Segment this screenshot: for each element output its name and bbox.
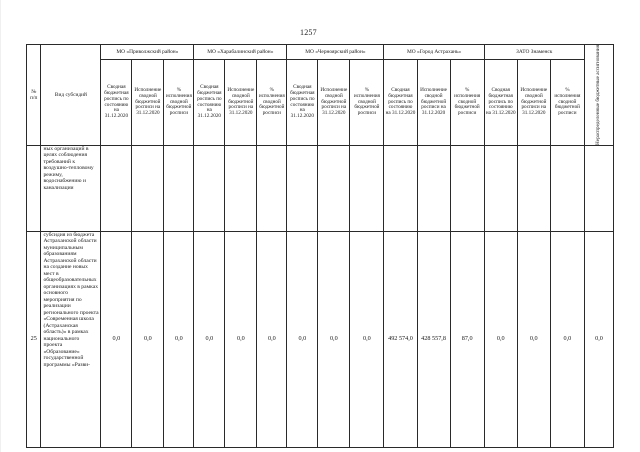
group-chernoyarsky: МО «Черноярский район» <box>287 45 384 60</box>
subheader-budget-plan: Сводная бюджетная роспись по состоянию на 31.12.2020 <box>287 60 318 146</box>
header-row-number: № п/п <box>27 45 41 146</box>
cell: 0,0 <box>225 231 257 447</box>
row-number <box>27 145 41 231</box>
cell <box>350 145 384 231</box>
group-znamensk: ЗАТО Знаменск <box>484 45 584 60</box>
cell: 0,0 <box>318 231 350 447</box>
cell <box>484 145 517 231</box>
cell <box>194 145 225 231</box>
cell: 428 557,8 <box>417 231 450 447</box>
subheader-execution: Исполнение сводной бюджетной росписи на 31.12.2020 <box>318 60 350 146</box>
subheader-percent: % исполнения сводной бюджетной росписи <box>350 60 384 146</box>
cell <box>257 145 287 231</box>
cell <box>550 145 584 231</box>
cell: 0,0 <box>550 231 584 447</box>
header-subsidy-type: Вид субсидий <box>41 45 101 146</box>
page-number: 1257 <box>300 28 317 37</box>
subheader-percent: % исполнения сводной бюджетной росписи <box>450 60 484 146</box>
subheader-budget-plan: Сводная бюджетная роспись по состоянию на 31.12.2020 <box>194 60 225 146</box>
header-unallocated: Нераспределенные бюджетные ассигнования <box>584 45 613 146</box>
cell: 0,0 <box>101 231 132 447</box>
row-description: субсидия из бюджета Астраханской области муниципальным образованиям Астраханской области на создание новых мест в общеобразовательных организациях в рамках основного мероприятия по реализации регионального проекта «Современная школа (Астраханская область)» в рамках национального проекта «Образование» государственной программы «Разви- <box>41 231 101 447</box>
cell <box>101 145 132 231</box>
cell <box>164 145 194 231</box>
subheader-execution: Исполнение сводной бюджетной росписи на 31.12.2020 <box>417 60 450 146</box>
cell: 0,0 <box>164 231 194 447</box>
cell: 0,0 <box>132 231 164 447</box>
cell: 0,0 <box>517 231 550 447</box>
cell: 0,0 <box>257 231 287 447</box>
cell: 492 574,0 <box>384 231 417 447</box>
subheader-budget-plan: Сводная бюджетная роспись по состоянию на 31.12.2020 <box>384 60 417 146</box>
row-number: 25 <box>27 231 41 447</box>
cell: 87,0 <box>450 231 484 447</box>
cell <box>517 145 550 231</box>
cell <box>384 145 417 231</box>
row-description: ных организаций в целях соблюдения требований к воздушно-тепловому режиму, водоснабжению и канализации <box>41 145 101 231</box>
cell: 0,0 <box>484 231 517 447</box>
cell: 0,0 <box>287 231 318 447</box>
subheader-percent: % исполнения сводной бюджетной росписи <box>257 60 287 146</box>
subheader-execution: Исполнение сводной бюджетной росписи на 31.12.2020 <box>132 60 164 146</box>
subheader-percent: % исполнения сводной бюджетной росписи <box>550 60 584 146</box>
group-privolzhsky: МО «Приволжский район» <box>101 45 194 60</box>
cell: 0,0 <box>584 231 613 447</box>
cell <box>132 145 164 231</box>
table-row <box>27 231 614 447</box>
cell <box>225 145 257 231</box>
cell <box>417 145 450 231</box>
subheader-execution: Исполнение сводной бюджетной росписи на 31.12.2020 <box>225 60 257 146</box>
cell <box>318 145 350 231</box>
subheader-percent: % исполнения сводной бюджетной росписи <box>164 60 194 146</box>
subheader-budget-plan: Сводная бюджетная роспись по состоянию на 31.12.2020 <box>101 60 132 146</box>
group-kharabalinsky: МО «Харабалинский район» <box>194 45 287 60</box>
cell <box>450 145 484 231</box>
scan-edge <box>0 0 1 452</box>
cell: 0,0 <box>350 231 384 447</box>
subheader-execution: Исполнение сводной бюджетной росписи на 31.12.2020 <box>517 60 550 146</box>
report-table <box>26 44 614 448</box>
subheader-budget-plan: Сводная бюджетная роспись по состоянию на 31.12.2020 <box>484 60 517 146</box>
cell: 0,0 <box>194 231 225 447</box>
cell <box>287 145 318 231</box>
table-row <box>27 145 614 231</box>
group-astrakhan: МО «Город Астрахань» <box>384 45 484 60</box>
cell <box>584 145 613 231</box>
